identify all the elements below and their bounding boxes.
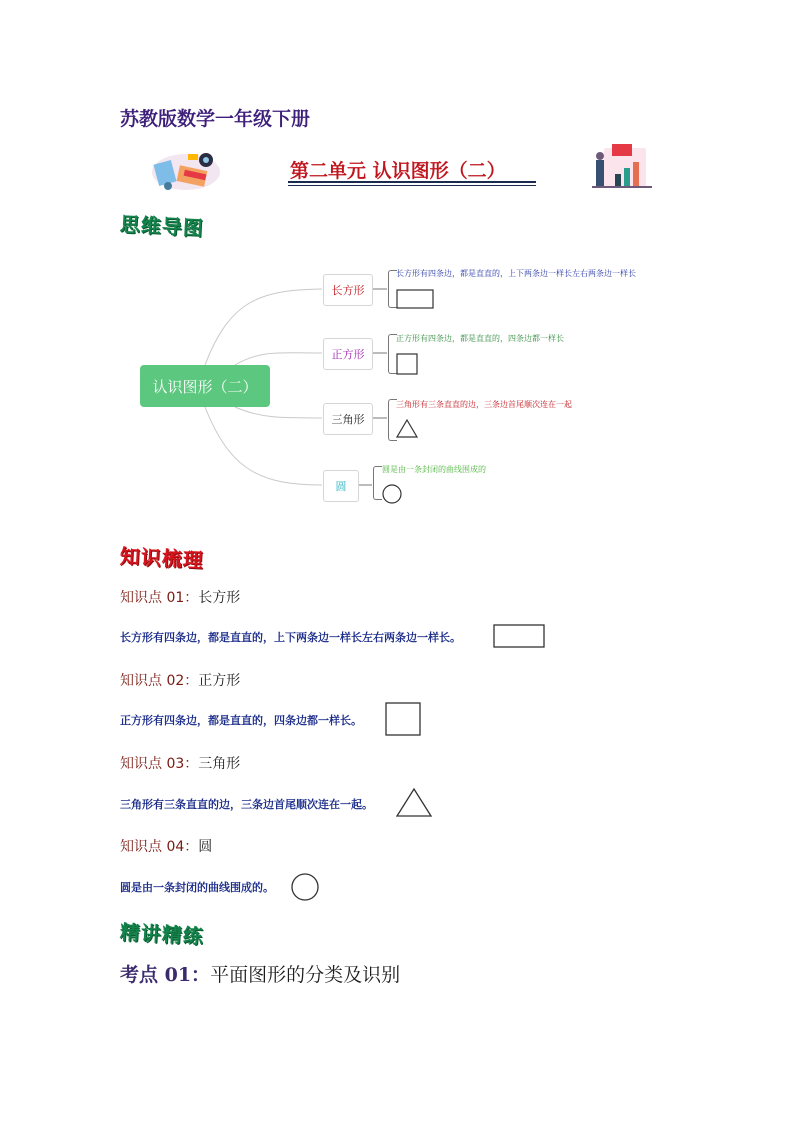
mind-map-node-rectangle bbox=[323, 274, 373, 306]
knowledge-point-3-desc: 三角形有三条直直的边，三条边首尾顺次连在一起。 bbox=[120, 798, 373, 811]
exam-point-heading bbox=[120, 960, 400, 987]
knowledge-point-name: 长方形 bbox=[198, 590, 241, 606]
exam-point-text: 平面图形的分类及识别 bbox=[210, 964, 401, 986]
section-knowledge: 知识梳理 bbox=[119, 544, 205, 573]
unit-title: 第二单元 认识图形（二） bbox=[290, 160, 506, 182]
rectangle-shape-icon bbox=[396, 289, 436, 311]
section-practice: 精讲精练 bbox=[119, 920, 205, 949]
circle-shape-icon bbox=[381, 483, 405, 507]
knowledge-point-id: 知识点 01： bbox=[120, 590, 199, 606]
rectangle-shape-icon bbox=[493, 624, 547, 650]
knowledge-point-id: 知识点 03： bbox=[120, 756, 199, 772]
knowledge-point-name: 正方形 bbox=[198, 673, 241, 689]
knowledge-point-1-label bbox=[120, 587, 240, 607]
square-shape-icon bbox=[396, 353, 420, 377]
triangle-shape-icon bbox=[396, 787, 434, 819]
knowledge-point-4-desc: 圆是由一条封闭的曲线围成的。 bbox=[120, 881, 274, 894]
book-title: 苏教版数学一年级下册 bbox=[120, 108, 311, 130]
knowledge-point-id: 知识点 04： bbox=[120, 839, 199, 855]
knowledge-point-name: 圆 bbox=[198, 839, 213, 855]
mind-map-node-square bbox=[323, 338, 373, 370]
knowledge-point-name: 三角形 bbox=[198, 756, 241, 772]
knowledge-point-3-label bbox=[120, 753, 240, 773]
square-shape-icon bbox=[385, 702, 423, 738]
section-mind-map: 思维导图 bbox=[119, 212, 205, 241]
mind-map-node-label: 正方形 bbox=[331, 348, 365, 361]
mind-map-text-rectangle: 长方形有四条边，都是直直的，上下两条边一样长左右两条边一样长 bbox=[396, 269, 636, 278]
mind-map-node-triangle bbox=[323, 403, 373, 435]
mind-map-node-circle bbox=[323, 470, 359, 502]
mind-map-root: 认识图形（二） bbox=[140, 365, 270, 407]
exam-point-id: 考点 01： bbox=[120, 964, 211, 986]
mind-map-text-circle: 圆是由一条封闭的曲线围成的 bbox=[382, 465, 486, 474]
mind-map-text-square: 正方形有四条边，都是直直的，四条边都一样长 bbox=[396, 334, 564, 343]
knowledge-point-1-desc: 长方形有四条边，都是直直的，上下两条边一样长左右两条边一样长。 bbox=[120, 631, 461, 644]
circle-shape-icon bbox=[290, 872, 322, 904]
mind-map-node-label: 三角形 bbox=[331, 413, 365, 426]
knowledge-point-id: 知识点 02： bbox=[120, 673, 199, 689]
knowledge-point-2-label bbox=[120, 670, 240, 690]
knowledge-point-4-label bbox=[120, 836, 212, 856]
mind-map-node-label: 长方形 bbox=[331, 284, 365, 297]
knowledge-point-2-desc: 正方形有四条边，都是直直的，四条边都一样长。 bbox=[120, 714, 362, 727]
triangle-shape-icon bbox=[396, 418, 420, 440]
mind-map-text-triangle: 三角形有三条直直的边，三条边首尾顺次连在一起 bbox=[396, 400, 572, 409]
mind-map-node-label: 圆 bbox=[335, 480, 347, 493]
